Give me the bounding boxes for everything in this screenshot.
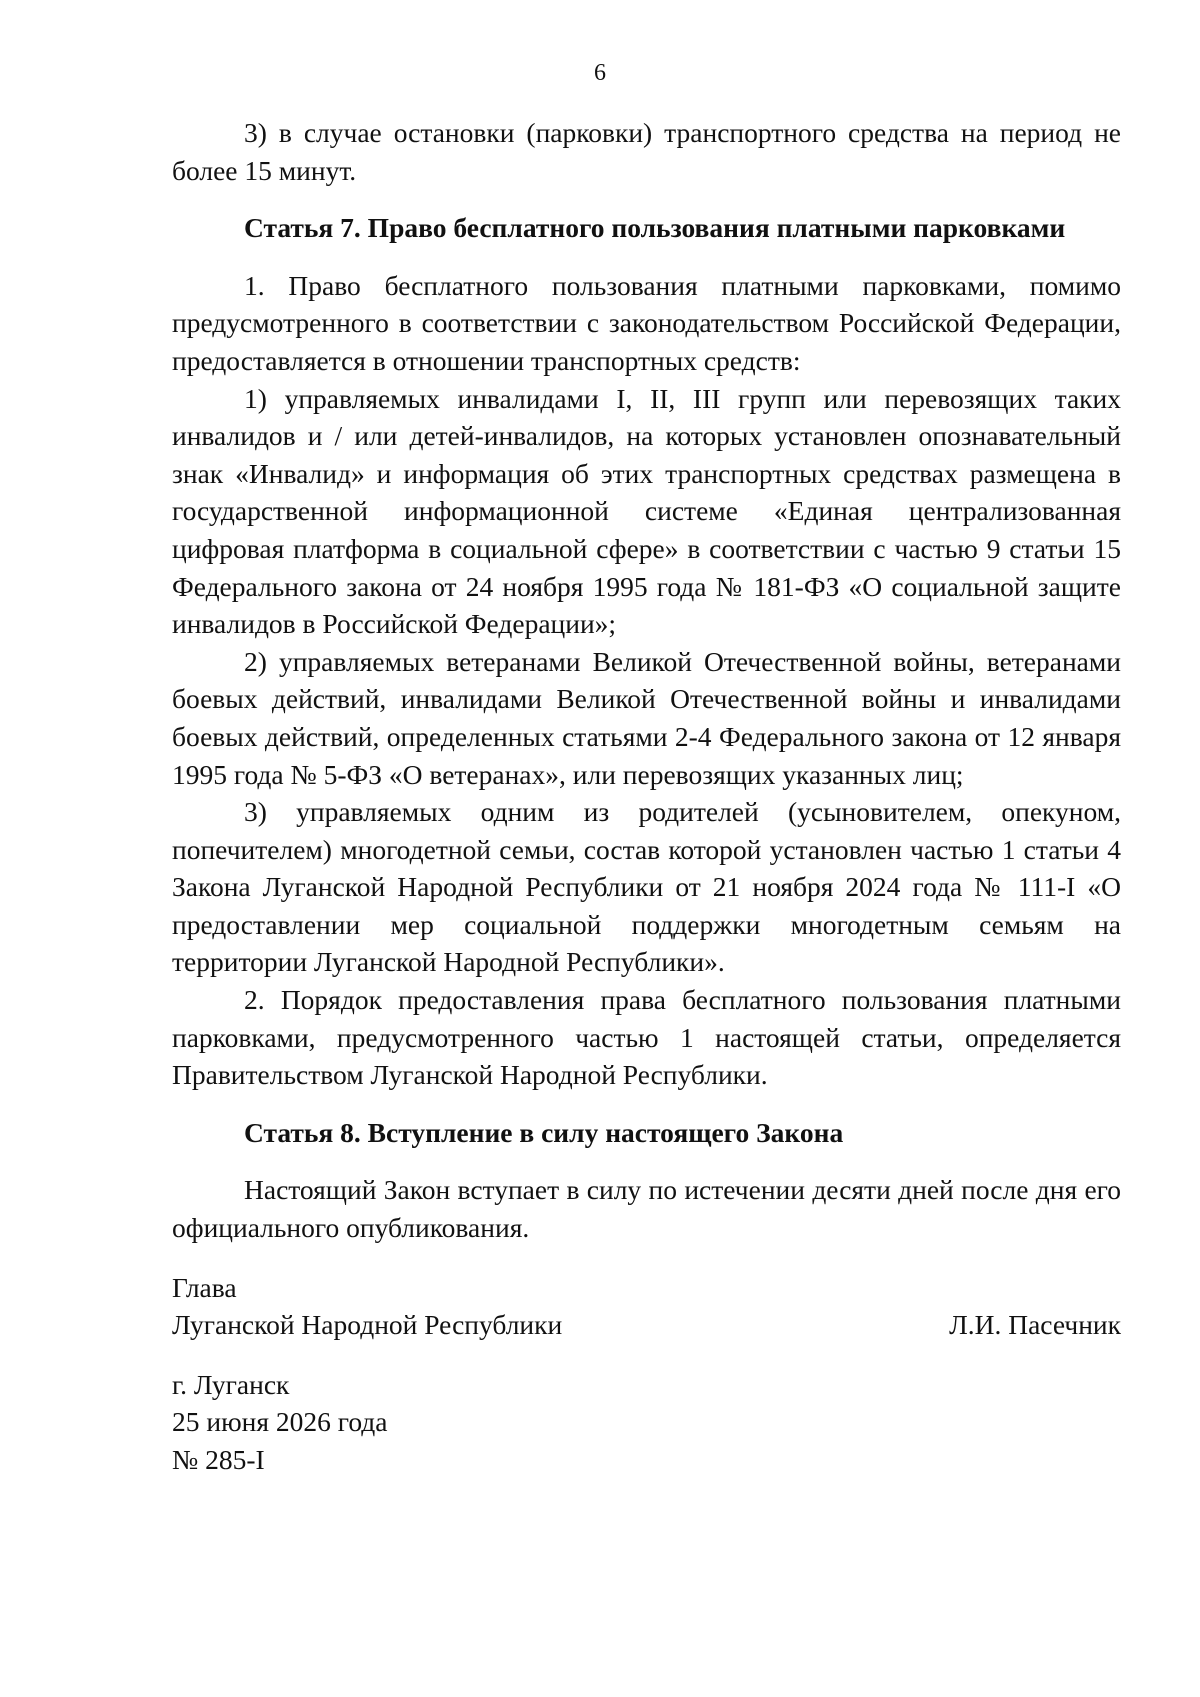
place-date-number-block: [172, 1366, 1121, 1479]
article-7-paragraph-1: 1. Право бесплатного пользования платными парковками, помимо предусмотренного в соответствии с законодательством Российской Федерации, предоставляется в отношении транспортных средств:: [172, 269, 1121, 376]
paragraph-item-3-short-stop: 3) в случае остановки (парковки) транспортного средства на период не более 15 минут.: [172, 117, 1121, 186]
signature-title-line-1: Глава: [172, 1271, 237, 1303]
date: 25 июня 2026 года: [172, 1406, 388, 1438]
article-7-item-1: 1) управляемых инвалидами I, II, III групп или перевозящих таких инвалидов и / или детей-инвалидов, на которых установлен опознавательный знак «Инвалид» и информация об этих транспортных средствах размещена в государственной информационной системе «Единая централизованная цифровая платформа в социальной сфере» в соответствии с частью 9 статьи 15 Федерального закона от 24 ноября 1995 года № 181-ФЗ «О социальной защите инвалидов в Российской Федерации»;: [172, 382, 1121, 640]
page-number: 6: [594, 60, 606, 86]
law-number: № 285-I: [172, 1444, 265, 1475]
article-8-paragraph-1: Настоящий Закон вступает в силу по истечении десяти дней после дня его официального опубликования.: [172, 1174, 1121, 1244]
article-7-item-3: 3) управляемых одним из родителей (усыновителем, опекуном, попечителем) многодетной семьи, состав которой установлен частью 1 статьи 4 Закона Луганской Народной Республики от 21 ноября 2024 года № 111-I «О предоставлении мер социальной поддержки многодетным семьям на территории Луганской Народной Республики».: [172, 796, 1121, 978]
signature-block: [172, 1269, 1121, 1344]
signatory-name: Л.И. Пасечник: [949, 1309, 1121, 1341]
article-7-heading: Статья 7. Право бесплатного пользования платными парковками: [244, 212, 1066, 244]
article-7-item-2: 2) управляемых ветеранами Великой Отечественной войны, ветеранами боевых действий, инвалидами Великой Отечественной войны и инвалидами боевых действий, определенных статьями 2-4 Федерального закона от 12 января 1995 года № 5-ФЗ «О ветеранах», или перевозящих указанных лиц;: [172, 645, 1121, 790]
article-8-heading: Статья 8. Вступление в силу настоящего Закона: [244, 1116, 844, 1148]
article-7-paragraph-2: 2. Порядок предоставления права бесплатного пользования платными парковками, предусмотренного частью 1 настоящей статьи, определяется Правительством Луганской Народной Республики.: [172, 984, 1121, 1091]
city: г. Луганск: [172, 1368, 290, 1400]
signature-title-line-2: Луганской Народной Республики: [172, 1309, 563, 1341]
document-body: [172, 114, 1121, 1479]
signature-row: [172, 1306, 1121, 1344]
